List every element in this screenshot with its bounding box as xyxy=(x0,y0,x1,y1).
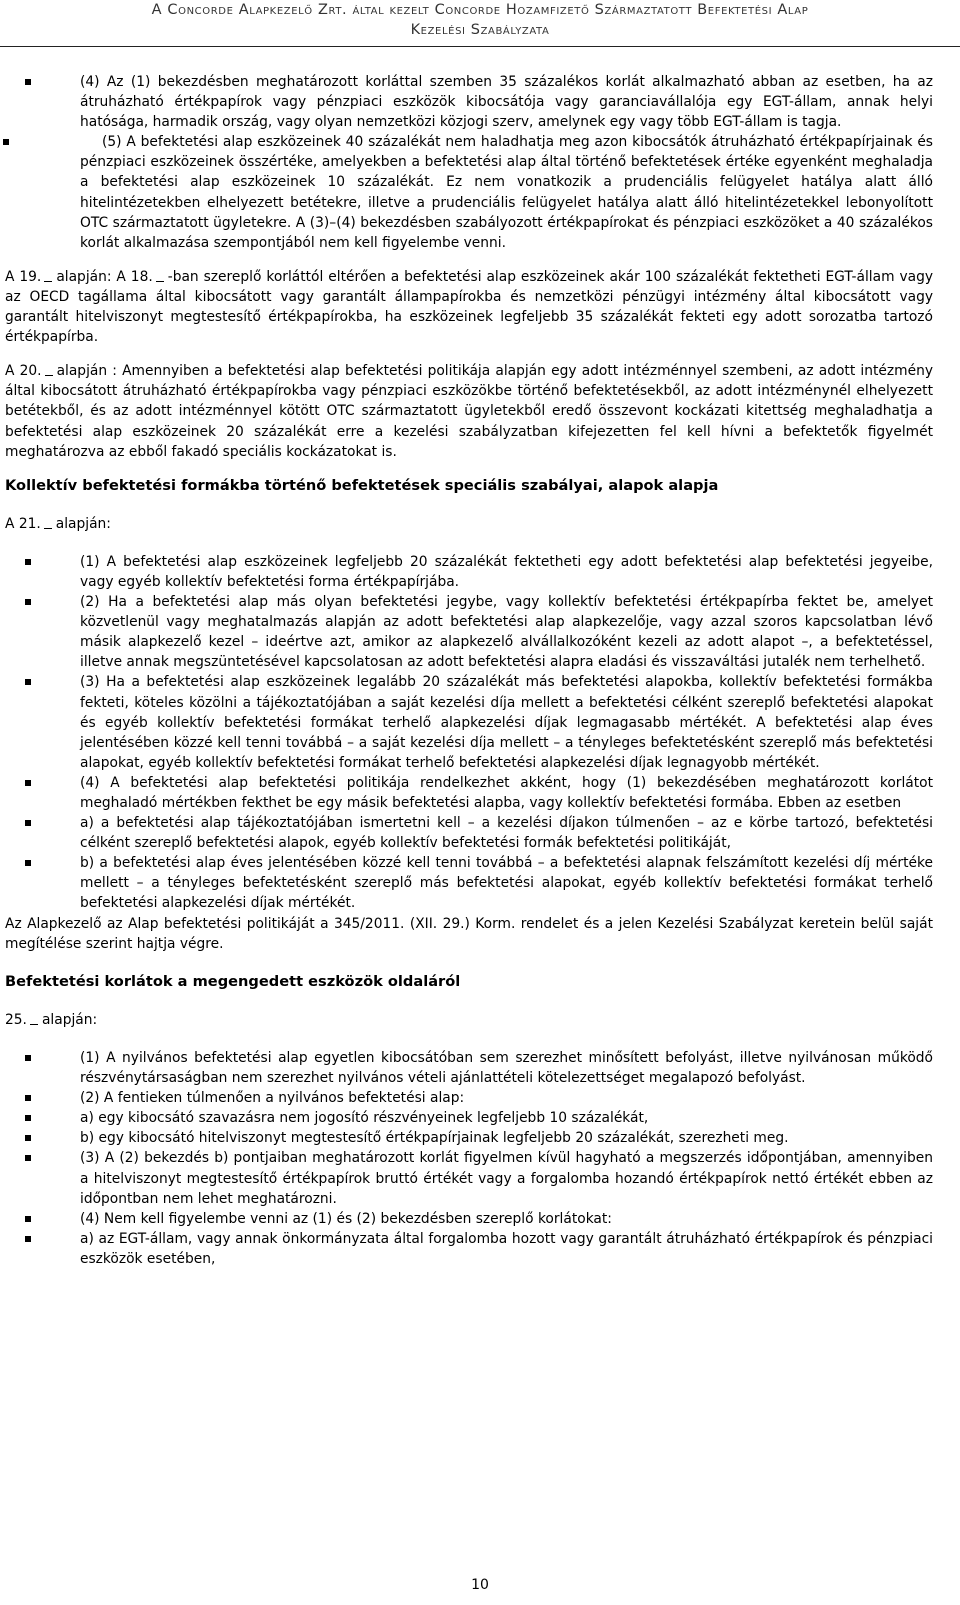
list-item: (2) A fentieken túlmenően a nyilvános befektetési alap: xyxy=(5,1088,933,1108)
list-item: (1) A nyilvános befektetési alap egyetlen kibocsátóban sem szerezhet minősített befolyást, illetve nyilvánosan működő részvénytársaságban nem szerezhet nyilvános vételi ajánlattételi kötelezettséget megalapozó befolyást. xyxy=(5,1048,933,1088)
bullet-icon xyxy=(25,1236,31,1242)
bullet-icon xyxy=(25,780,31,786)
section-heading: Befektetési korlátok a megengedett eszközök oldaláról xyxy=(5,972,461,990)
list-item: (3) Ha a befektetési alap eszközeinek legalább 20 százalékát más befektetési alapokba, kollektív befektetési formákba fekteti, köteles közölni a tájékoztatójában a saját kezelési díja mellett a befektetési célként szereplő befektetési alapokat és egyéb kollektív befektetési formákat terhelő alapkezelési díjak legmagasabb mértékét. A befektetési alap éves jelentésében közzé kell tenni továbbá – a saját kezelési díja mellett – a tényleges befektetésként szereplő más befektetési alapokat, egyéb kollektív befektetési formákat terhelő befektetési alapkezelési díjak legnagyobb mértékét. xyxy=(5,672,933,772)
section-sign-icon xyxy=(30,1014,38,1025)
document-header xyxy=(0,0,960,44)
paragraph: Az Alapkezelő az Alap befektetési politikáját a 345/2011. (XII. 29.) Korm. rendelet és a jelen Kezelési Szabályzat keretein belül saját megítélése szerint hajtja végre. xyxy=(5,915,933,952)
paragraph-text: (5) A befektetési alap eszközeinek 40 százalékát nem haladhatja meg azon kibocsátók átruházható értékpapírjainak és pénzpiaci eszközeinek összértéke, amelyekben a befektetési alap által történő befektetések értéke egyenként meghaladja a befektetési alap eszközeinek 10 százalékát. Ez nem vonatkozik a prudenciális felügyelet hatálya alatt álló hitelintézetekben elhelyezett betétekre, illetve a prudenciális felügyelet hatálya alatt álló hitelintézetekkel lebonyolított OTC származtatott ügyletekre. A (3)–(4) bekezdésben szabályozott értékpapírokat és pénzpiaci eszközöket a 40 százalékos korlát alkalmazása szempontjából nem kell figyelembe venni. xyxy=(80,134,933,251)
bullet-icon xyxy=(25,559,31,565)
paragraph-ref: A 21. xyxy=(5,515,41,532)
section-sign-icon xyxy=(44,271,52,282)
paragraph-text: alapján: xyxy=(41,1011,98,1028)
list-item: a) a befektetési alap tájékoztatójában ismertetni kell – a kezelési díjakon túlmenően – az e körbe tartozó, befektetési célként szereplő befektetési alapok, egyéb kollektív befektetési formák befektetési politikáját, xyxy=(5,813,933,853)
bullet-icon xyxy=(25,79,31,85)
list-item: (3) A (2) bekezdés b) pontjaiban meghatározott korlát figyelmen kívül hagyható a megszerzés időpontjában, amennyiben a hitelviszonyt megtestesítő értékpapírok bruttó értékét vagy a forgalomba hozandó értékpapírok nettó értékét ebben az időpontban nem lehet meghatározni. xyxy=(5,1148,933,1208)
list-item: b) a befektetési alap éves jelentésében közzé kell tenni továbbá – a befektetési alapnak felszámított kezelési díj mértéke mellett – a tényleges befektetésként szereplő más befektetési alapokat, egyéb kollektív befektetési formákat terhelő befektetési alapkezelési díjak mértékét. xyxy=(5,853,933,913)
paragraph xyxy=(5,267,933,347)
paragraph-ref: alapján: A 18. xyxy=(56,268,153,285)
bullet-icon xyxy=(25,679,31,685)
list-item: a) az EGT-állam, vagy annak önkormányzata által forgalomba hozott vagy garantált átruházható értékpapírok és pénzpiaci eszközök esetében, xyxy=(5,1229,933,1269)
bullet-icon xyxy=(25,1155,31,1161)
paragraph-ref: A 20. xyxy=(5,363,42,380)
bullet-icon xyxy=(25,1135,31,1141)
paragraph-ref: 25. xyxy=(5,1011,27,1028)
paragraph xyxy=(5,1010,933,1030)
section-sign-icon xyxy=(45,365,53,376)
paragraph-text: alapján : Amennyiben a befektetési alap befektetési politikája alapján egy adott intézménnyel szembeni, az adott intézmény által kibocsátott átruházható értékpapírokba vagy pénzpiaci eszközökbe történő befektetésekből, az adott intézménynél elhelyezett betétekből, és az adott intézménnyel kötött OTC származtatott ügyletekből eredő összevont kockázati kitettség meghaladhatja a befektetési alap eszközeinek 20 százalékát erre a kezelési szabályzatban kifejezetten fel kell hívni a befektetők figyelmét meghatározva az ebből fakadó speciális kockázatokat is. xyxy=(5,363,933,460)
paragraph-text: alapján: xyxy=(55,515,111,532)
list-item: (1) A befektetési alap eszközeinek legfeljebb 20 százalékát fektetheti egy adott befektetési alap befektetési jegyeibe, vagy egyéb kollektív befektetési forma értékpapírjába. xyxy=(5,552,933,592)
list-item: (4) Nem kell figyelembe venni az (1) és (2) bekezdésben szereplő korlátokat: xyxy=(5,1209,933,1229)
paragraph-ref: A 19. xyxy=(5,268,42,285)
bullet-icon xyxy=(25,1216,31,1222)
list-item: (2) Ha a befektetési alap más olyan befektetési jegybe, vagy kollektív befektetési értékpapírba fektet be, amelyet közvetlenül vagy meghatalmazás alapján az adott befektetési alap alapkezelője, vagy azzal szoros kapcsolatban lévő másik alapkezelő kezel – ideértve azt, amikor az alapkezelő alvállalkozóként kezeli az adott alapot –, a befektetéssel, illetve annak megszüntetésével kapcsolatosan az adott befektetési alapra eladási és visszaváltási jutalék nem terhelhető. xyxy=(5,592,933,672)
list-item xyxy=(5,132,933,253)
bullet-icon xyxy=(25,860,31,866)
header-title-line1: A Concorde Alapkezelő Zrt. által kezelt Concorde Hozamfizető Származtatott Befektetési Alap xyxy=(151,2,809,18)
bullet-icon xyxy=(25,1055,31,1061)
bullet-icon xyxy=(25,599,31,605)
list-item xyxy=(5,72,933,132)
header-divider xyxy=(0,46,960,47)
bullet-icon xyxy=(3,139,9,145)
section-heading: Kollektív befektetési formákba történő befektetések speciális szabályai, alapok alapja xyxy=(5,476,719,494)
list-item: a) egy kibocsátó szavazásra nem jogosító részvényeinek legfeljebb 10 százalékát, xyxy=(5,1108,933,1128)
bullet-icon xyxy=(25,1095,31,1101)
bullet-icon xyxy=(25,1115,31,1121)
page-number: 10 xyxy=(471,1577,489,1593)
paragraph xyxy=(5,514,933,534)
document-body xyxy=(5,72,933,1269)
paragraph-text: (4) Az (1) bekezdésben meghatározott korláttal szemben 35 százalékos korlát alkalmazható abban az esetben, ha az átruházható értékpapírok vagy pénzpiaci eszközök kibocsátója vagy garanciavállalója egy EGT-állam, annak helyi hatósága, harmadik ország, vagy olyan nemzetközi közjogi szerv, amelynek egy vagy több EGT-állam is tagja. xyxy=(80,74,933,131)
list-item: (4) A befektetési alap befektetési politikája rendelkezhet akként, hogy (1) bekezdésében meghatározott korlátot meghaladó mértékben fekthet be egy másik befektetési alapba, vagy kollektív befektetési formába. Ebben az esetben xyxy=(5,773,933,813)
section-sign-icon xyxy=(156,271,164,282)
paragraph-text: -ban szereplő korláttól eltérően a befektetési alap eszközeinek akár 100 százalékát fektetheti EGT-állam vagy az OECD tagállama által kibocsátott vagy garantált állampapírokba és nemzetközi pénzügyi intézmény által kibocsátott vagy garantált hitelviszonyt megtestesítő értékpapírokba, ha eszközeinek legfeljebb 35 százalékát fekteti egy adott sorozatba tartozó értékpapírba. xyxy=(5,268,933,346)
header-title-line2: Kezelési Szabályzata xyxy=(410,22,550,38)
paragraph xyxy=(5,361,933,461)
section-sign-icon xyxy=(44,518,52,529)
list-item: b) egy kibocsátó hitelviszonyt megtestesítő értékpapírjainak legfeljebb 20 százalékát, szerezheti meg. xyxy=(5,1128,933,1148)
bullet-icon xyxy=(25,820,31,826)
